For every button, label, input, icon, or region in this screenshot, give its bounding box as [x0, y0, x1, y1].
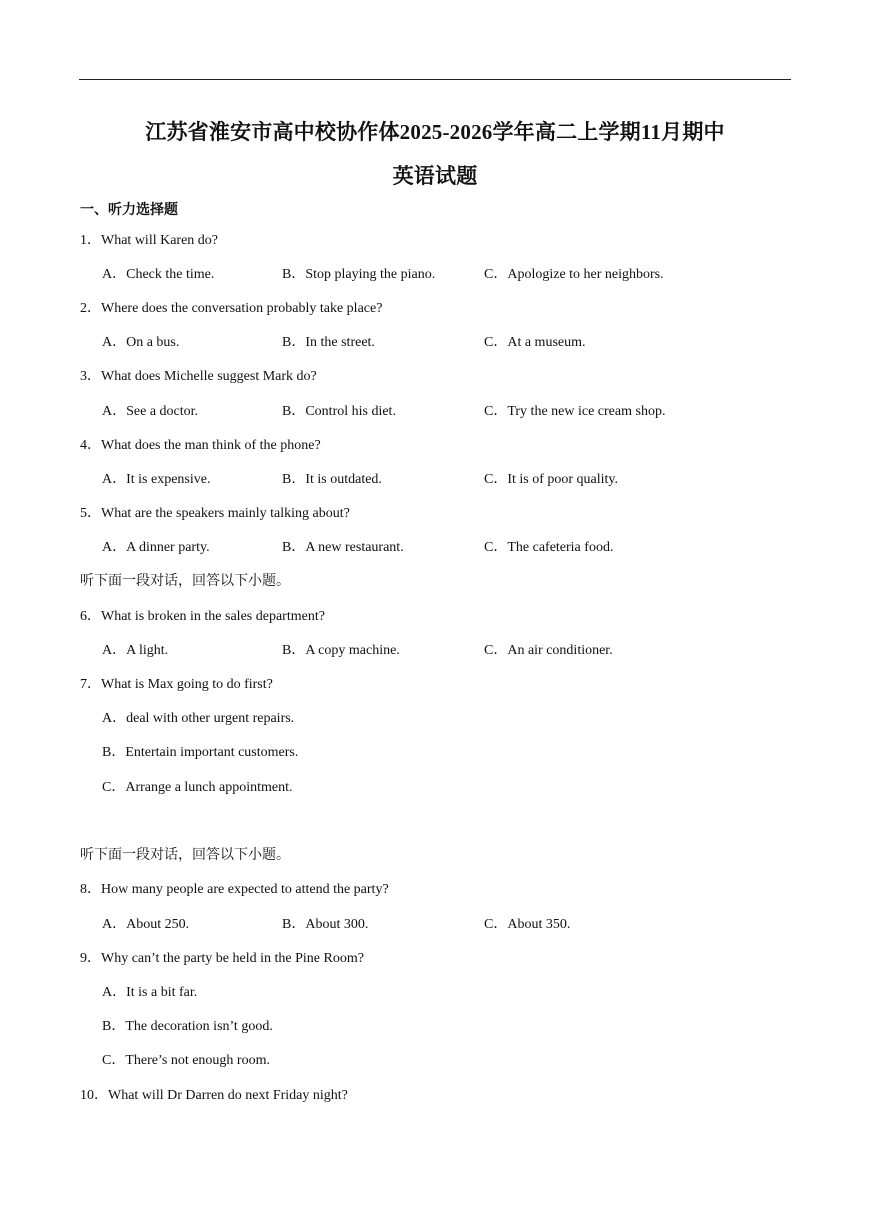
question-8-option-a: A．About 250.	[102, 917, 190, 932]
question-5-option-b: B．A new restaurant.	[282, 540, 404, 555]
question-3-option-c: C．Try the new ice cream shop.	[484, 404, 666, 419]
question-9-option-a: A．It is a bit far.	[102, 985, 198, 1000]
question-6-stem: 6．What is broken in the sales department?	[80, 609, 325, 624]
question-10-stem: 10．What will Dr Darren do next Friday night?	[80, 1088, 348, 1103]
question-9-option-c: C．There’s not enough room.	[102, 1053, 270, 1068]
question-1-option-b: B．Stop playing the piano.	[282, 267, 436, 282]
page-title: 江苏省淮安市高中校协作体2025-2026学年高二上学期11月期中	[145, 120, 725, 144]
section-heading: 一、听力选择题	[80, 203, 178, 218]
question-8-option-b: B．About 300.	[282, 917, 369, 932]
question-9-stem: 9．Why can’t the party be held in the Pine Room?	[80, 951, 364, 966]
header-rule	[79, 79, 791, 80]
question-5-option-c: C．The cafeteria food.	[484, 540, 614, 555]
question-7-option-b: B．Entertain important customers.	[102, 745, 299, 760]
page-subtitle: 英语试题	[392, 164, 478, 188]
question-4-option-c: C．It is of poor quality.	[484, 472, 619, 487]
question-7-option-a: A．deal with other urgent repairs.	[102, 711, 295, 726]
question-6-option-a: A．A light.	[102, 643, 169, 658]
question-6-option-c: C．An air conditioner.	[484, 643, 613, 658]
instruction-text: 听下面一段对话，回答以下小题。	[80, 574, 290, 589]
question-4-stem: 4．What does the man think of the phone?	[80, 438, 321, 453]
question-9-option-b: B．The decoration isn’t good.	[102, 1019, 273, 1034]
question-7-stem: 7．What is Max going to do first?	[80, 677, 273, 692]
instruction-text: 听下面一段对话，回答以下小题。	[80, 848, 290, 863]
question-8-stem: 8．How many people are expected to attend the party?	[80, 882, 389, 897]
question-3-option-b: B．Control his diet.	[282, 404, 396, 419]
question-2-stem: 2．Where does the conversation probably take place?	[80, 301, 383, 316]
question-2-option-c: C．At a museum.	[484, 335, 586, 350]
question-6-option-b: B．A copy machine.	[282, 643, 400, 658]
question-2-option-a: A．On a bus.	[102, 335, 180, 350]
question-8-option-c: C．About 350.	[484, 917, 571, 932]
question-7-option-c: C．Arrange a lunch appointment.	[102, 780, 293, 795]
question-2-option-b: B．In the street.	[282, 335, 375, 350]
question-1-option-a: A．Check the time.	[102, 267, 215, 282]
question-1-option-c: C．Apologize to her neighbors.	[484, 267, 664, 282]
question-5-option-a: A．A dinner party.	[102, 540, 210, 555]
question-4-option-a: A．It is expensive.	[102, 472, 211, 487]
question-5-stem: 5．What are the speakers mainly talking about?	[80, 506, 350, 521]
question-3-stem: 3．What does Michelle suggest Mark do?	[80, 369, 317, 384]
question-4-option-b: B．It is outdated.	[282, 472, 382, 487]
question-1-stem: 1．What will Karen do?	[80, 233, 219, 248]
question-3-option-a: A．See a doctor.	[102, 404, 199, 419]
